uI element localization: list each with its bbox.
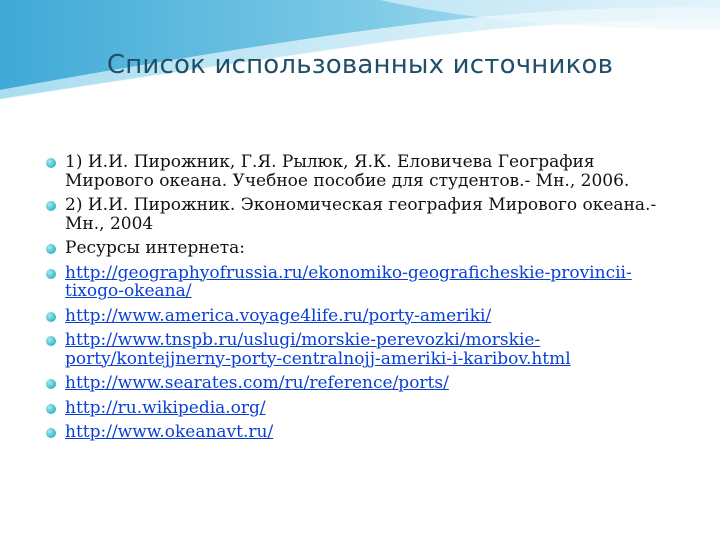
bullet-icon [46,428,56,438]
list-item [45,374,685,393]
source-link[interactable]: http://www.okeanavt.ru/ [65,422,274,442]
list-item [45,153,685,190]
bullet-icon [46,379,56,389]
source-link[interactable]: http://ru.wikipedia.org/ [65,397,266,418]
source-text: 1) И.И. Пирожник, Г.Я. Рылюк, Я.К. Еловичева География Мирового океана. Учебное пособие для студентов.- Мн., 2006. [65,152,630,191]
bullet-icon [46,269,56,279]
list-item [45,196,685,233]
bullet-icon [46,312,56,322]
bullet-icon [46,404,56,414]
list-item [45,399,685,418]
bullet-icon [46,336,56,346]
source-link[interactable]: http://www.america.voyage4life.ru/porty-ameriki/ [65,305,492,326]
source-link[interactable]: http://geographyofrussia.ru/ekonomiko-geograficheskie-provincii-tixogo-okeana/ [65,262,632,301]
bullet-icon [46,244,56,254]
list-item [45,264,685,301]
page-title: Список использованных источников [106,50,614,80]
section-label: Ресурсы интернета: [65,238,246,258]
list-item [45,307,685,326]
source-text: 2) И.И. Пирожник. Экономическая география Мирового океана.- Мн., 2004 [65,195,657,234]
list-item [45,239,685,258]
list-item [45,423,685,442]
source-link[interactable]: http://www.searates.com/ru/reference/ports/ [65,373,449,393]
bullet-icon [46,158,56,168]
list-item [45,331,685,368]
source-link[interactable]: http://www.tnspb.ru/uslugi/morskie-perevozki/morskie-porty/kontejjnerny-porty-centralnojj-ameriki-i-karibov.html [65,330,571,369]
bullet-icon [46,201,56,211]
sources-list [45,153,685,448]
